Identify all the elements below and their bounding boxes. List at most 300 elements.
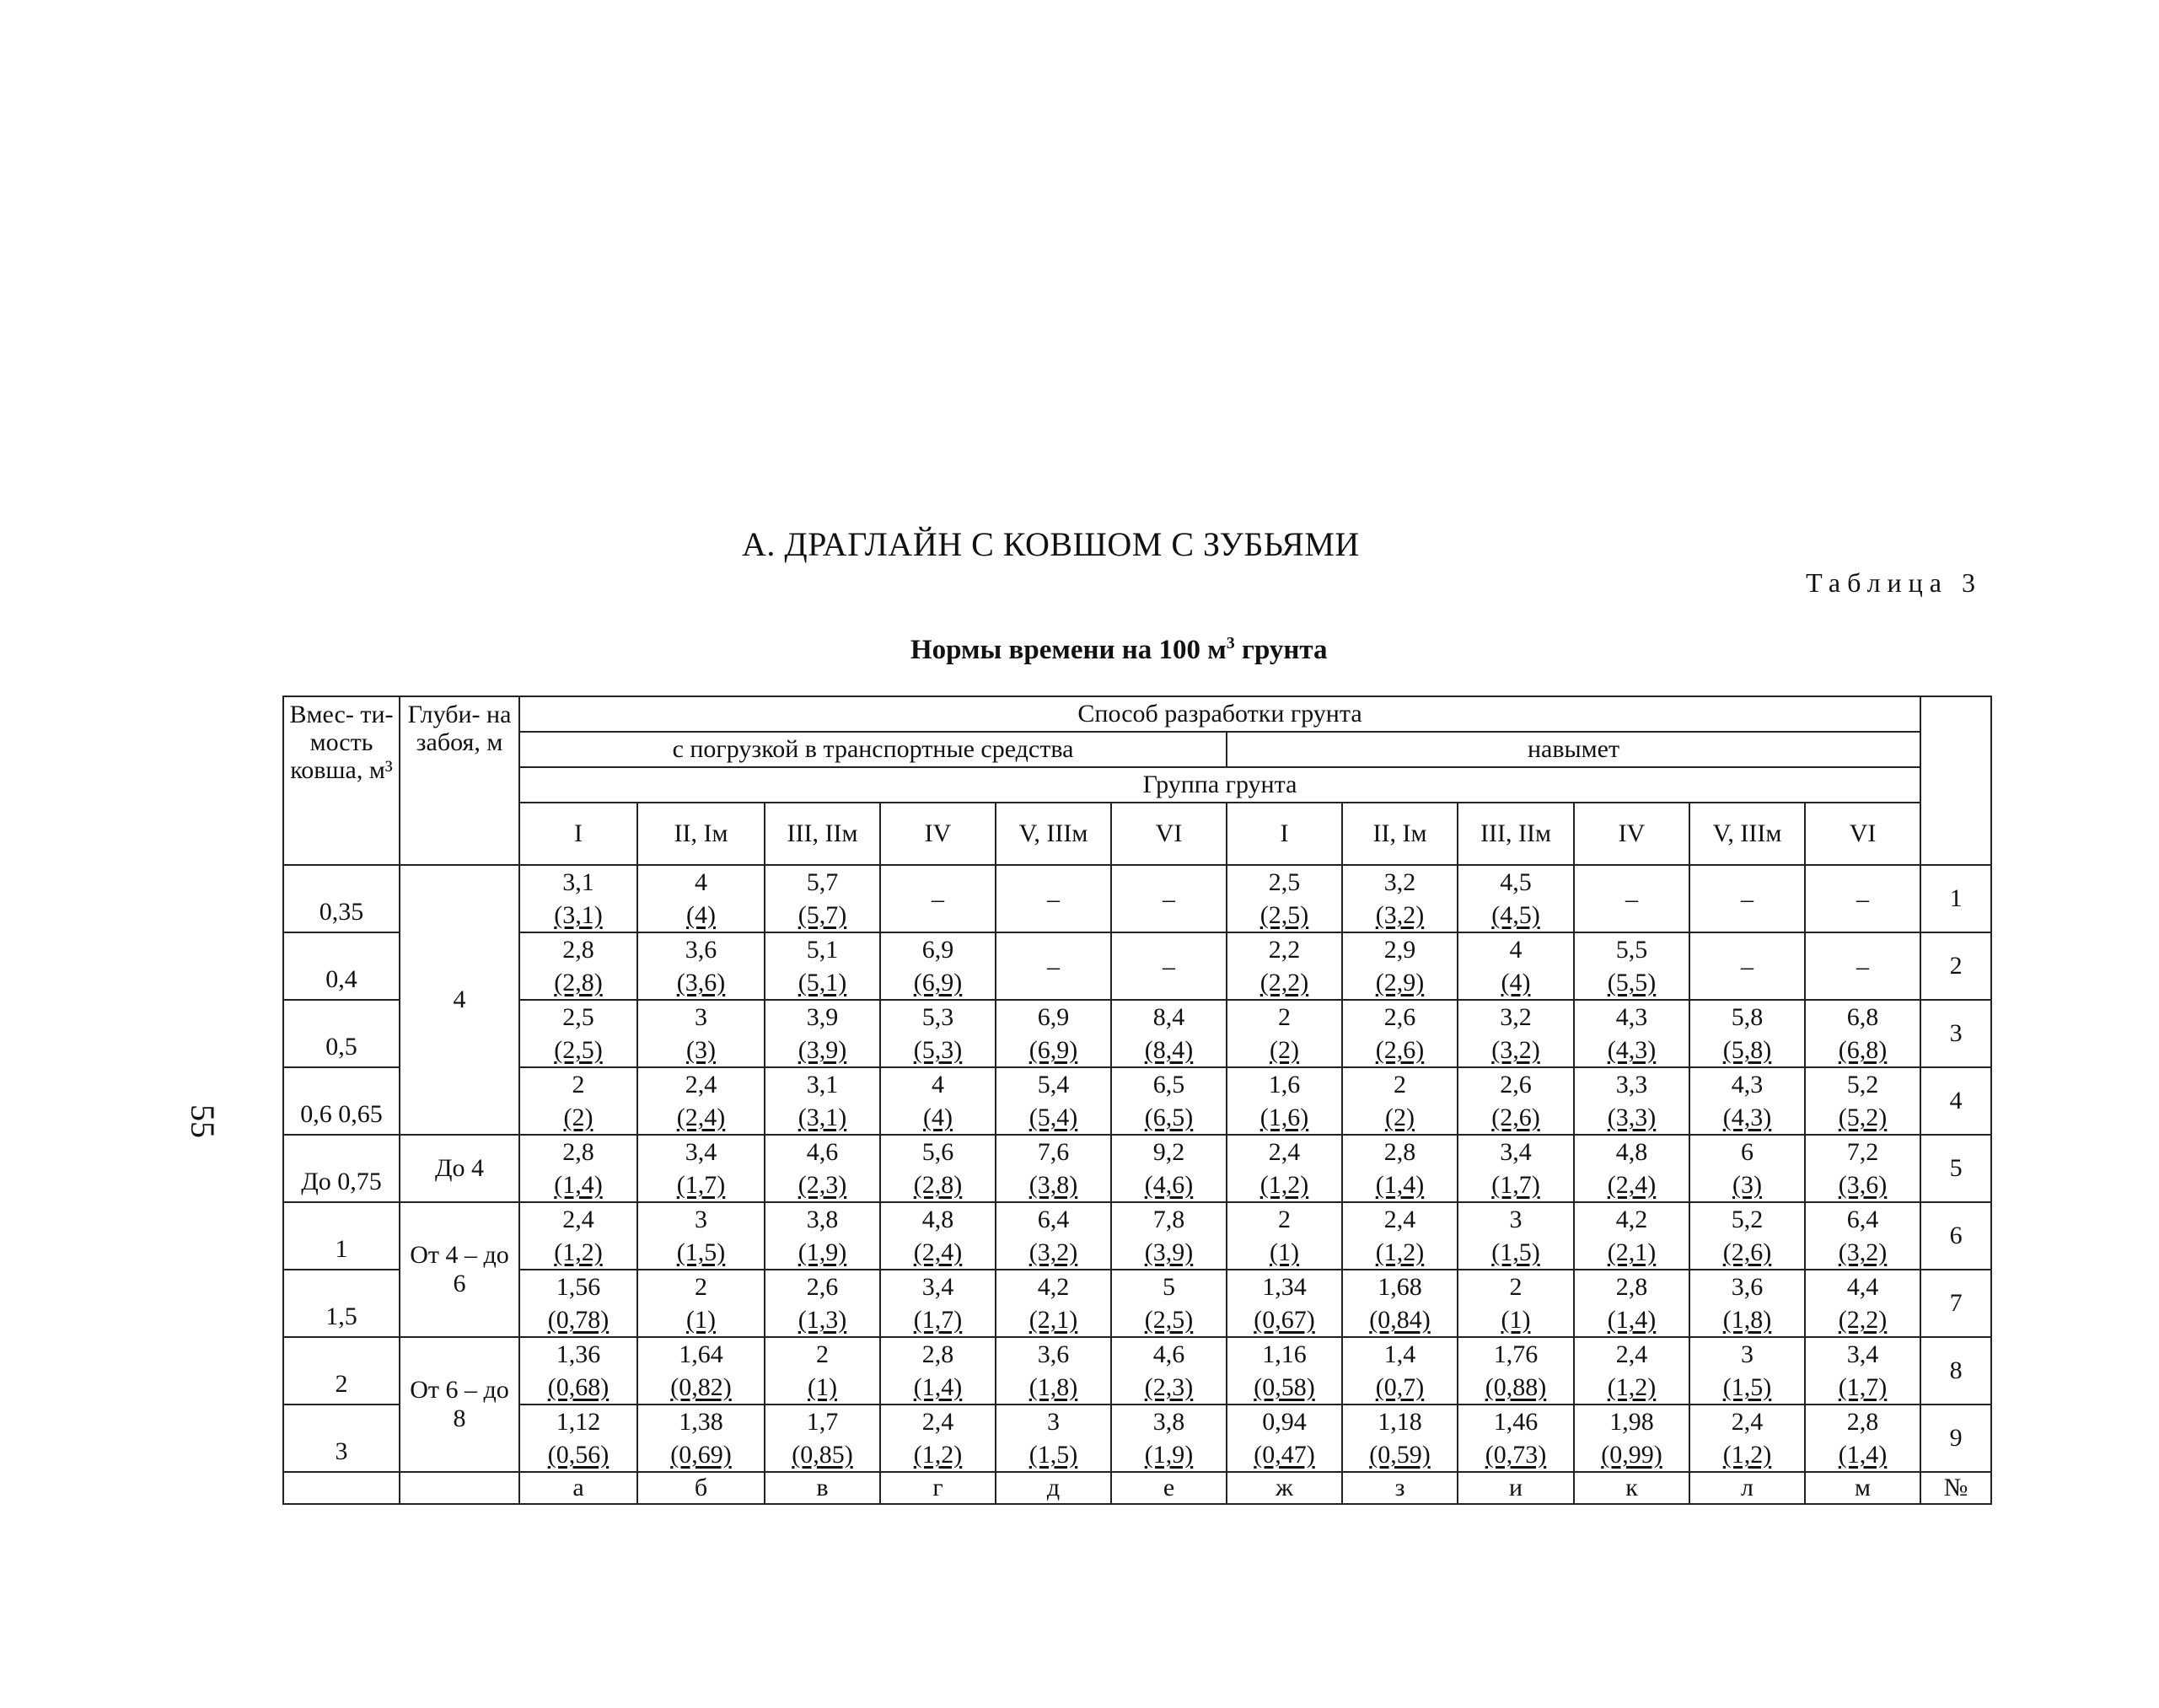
- norm-value-cell: [1574, 1067, 1689, 1135]
- norm-value-cell: [1689, 932, 1805, 1000]
- norm-value: 4,6: [1152, 1340, 1185, 1368]
- capacity-cell: 0,4: [283, 932, 400, 1000]
- norm-value-cell: [880, 1000, 996, 1067]
- norm-value-paren: (3,8): [1028, 1171, 1078, 1199]
- norm-value-cell: [1342, 1135, 1458, 1202]
- norm-value-cell: [1111, 1000, 1227, 1067]
- norm-value-paren: (2,4): [913, 1238, 963, 1266]
- norm-value-cell: [880, 1270, 996, 1337]
- norm-value-paren: (1,5): [1491, 1238, 1540, 1266]
- norm-value-cell: [1689, 865, 1805, 932]
- depth-cell: До 4: [400, 1135, 519, 1202]
- norm-value: 4,3: [1731, 1071, 1764, 1098]
- norm-value: 4: [695, 868, 707, 896]
- norm-value-cell: [1689, 1000, 1805, 1067]
- norm-value-paren: (6,9): [1028, 1036, 1078, 1064]
- depth-cell: От 4 – до 6: [400, 1202, 519, 1337]
- norm-value-paren: (1,8): [1028, 1373, 1078, 1401]
- norm-value: –: [1741, 952, 1754, 980]
- norm-value-paren: (1,9): [798, 1238, 847, 1266]
- norm-value-cell: [1805, 1202, 1920, 1270]
- norm-value: 1,16: [1262, 1340, 1307, 1368]
- norm-value-cell: [1227, 1337, 1342, 1405]
- blank-cell: [400, 1472, 519, 1504]
- norm-value-cell: [765, 1000, 880, 1067]
- norm-value-paren: (5,2): [1838, 1104, 1888, 1131]
- norm-value-paren: (2,5): [1259, 901, 1309, 929]
- norm-value: 2,4: [921, 1408, 954, 1436]
- norm-value-paren: (1): [1501, 1306, 1531, 1334]
- norm-value-paren: (0,99): [1601, 1441, 1662, 1469]
- caption-main: Нормы времени на 100 м: [910, 635, 1227, 665]
- header-cast: навымет: [1227, 732, 1920, 767]
- norm-value: 4: [1509, 936, 1523, 964]
- norm-value: 3,4: [1846, 1340, 1879, 1368]
- norm-value-cell: [765, 1270, 880, 1337]
- norm-value-cell: [1574, 865, 1689, 932]
- number-label-cell: №: [1920, 1472, 1991, 1504]
- header-loading: с погрузкой в транспортные средства: [519, 732, 1227, 767]
- norm-value: 4,2: [1615, 1206, 1648, 1233]
- norm-value-paren: (2,4): [1607, 1171, 1657, 1199]
- row-number-cell: 3: [1920, 1000, 1991, 1067]
- norm-value-cell: [880, 932, 996, 1000]
- norm-value: 4,8: [1615, 1138, 1648, 1166]
- norm-value-cell: [1689, 1270, 1805, 1337]
- norm-value: 1,36: [556, 1340, 601, 1368]
- norm-value-cell: [1458, 1000, 1574, 1067]
- row-number-cell: 6: [1920, 1202, 1991, 1270]
- norm-value-cell: [1574, 1405, 1689, 1472]
- norm-value: 2,8: [1615, 1273, 1648, 1301]
- norm-value-paren: (1,5): [1722, 1373, 1772, 1401]
- norm-value: 3,4: [685, 1138, 717, 1166]
- column-letter-cell: и: [1458, 1472, 1574, 1504]
- norm-value-paren: (0,67): [1254, 1306, 1315, 1334]
- norm-value-paren: (2,8): [913, 1171, 963, 1199]
- norm-value-paren: (3): [686, 1036, 716, 1064]
- norm-value: 1,68: [1378, 1273, 1422, 1301]
- norm-value-paren: (5,4): [1028, 1104, 1078, 1131]
- group-header-cell: VI: [1805, 803, 1920, 865]
- norm-value-cell: [1111, 932, 1227, 1000]
- table-label: Таблица 3: [1806, 567, 1982, 598]
- norm-value: 4: [932, 1071, 944, 1098]
- norm-value: 1,98: [1609, 1408, 1654, 1436]
- norm-value-paren: (1,3): [798, 1306, 847, 1334]
- norm-value: 5,3: [921, 1003, 954, 1031]
- blank-cell: [283, 1472, 400, 1504]
- table-row: [283, 1135, 1991, 1202]
- norm-value-cell: [880, 1405, 996, 1472]
- norm-value-paren: (4): [923, 1104, 953, 1131]
- header-rownum-blank: [1920, 696, 1991, 865]
- norm-value-paren: (1): [1270, 1238, 1299, 1266]
- norm-value: 8,4: [1152, 1003, 1185, 1031]
- norm-value-paren: (5,7): [798, 901, 847, 929]
- norm-value-cell: [1342, 1270, 1458, 1337]
- norm-value-cell: [1574, 1000, 1689, 1067]
- norm-value-paren: (2,5): [554, 1036, 603, 1064]
- group-header-cell: I: [519, 803, 637, 865]
- norm-value-cell: [1227, 1067, 1342, 1135]
- norm-value-cell: [1574, 932, 1689, 1000]
- norm-value: 3,6: [1037, 1340, 1070, 1368]
- header-group: Группа грунта: [519, 767, 1920, 803]
- norm-value-cell: [1111, 1135, 1227, 1202]
- norm-value-cell: [1805, 1337, 1920, 1405]
- norm-value: –: [1856, 884, 1870, 913]
- norm-value-paren: (1,2): [1259, 1171, 1309, 1199]
- norm-value-cell: [637, 1000, 765, 1067]
- column-letter-cell: е: [1111, 1472, 1227, 1504]
- norm-value: 2,4: [1731, 1408, 1764, 1436]
- norm-value: 3,8: [806, 1206, 839, 1233]
- norm-value-paren: (1,2): [913, 1441, 963, 1469]
- norm-value: 2: [1394, 1071, 1406, 1098]
- norm-value: 2,8: [562, 1138, 594, 1166]
- norm-value-cell: [1458, 1405, 1574, 1472]
- norm-value-paren: (2,4): [676, 1104, 726, 1131]
- norm-value: 3,4: [921, 1273, 954, 1301]
- norm-value-paren: (3,2): [1838, 1238, 1888, 1266]
- header-capacity: Вмес- ти- мость ковша, м³: [283, 696, 400, 865]
- norm-value-cell: [519, 1337, 637, 1405]
- norm-value-cell: [1574, 1337, 1689, 1405]
- header-method: Способ разработки грунта: [519, 696, 1920, 732]
- norm-value: 1,56: [556, 1273, 601, 1301]
- norm-value-cell: [1342, 1067, 1458, 1135]
- norm-value-cell: [1458, 932, 1574, 1000]
- row-number-cell: 7: [1920, 1270, 1991, 1337]
- norm-value-paren: (0,84): [1369, 1306, 1431, 1334]
- norm-value-cell: [1111, 1405, 1227, 1472]
- norm-value-cell: [1458, 865, 1574, 932]
- norm-value-cell: [519, 1067, 637, 1135]
- norm-value: 6,9: [1037, 1003, 1070, 1031]
- norm-value-paren: (1,2): [554, 1238, 603, 1266]
- norm-value: 2,9: [1383, 936, 1416, 964]
- norm-value: 3,6: [685, 936, 717, 964]
- norm-value-cell: [996, 1135, 1111, 1202]
- depth-cell: 4: [400, 865, 519, 1135]
- norm-value-cell: [1342, 1000, 1458, 1067]
- norm-value: 2,4: [562, 1206, 594, 1233]
- norm-value-cell: [1805, 1270, 1920, 1337]
- row-number-cell: 5: [1920, 1135, 1991, 1202]
- norm-value-cell: [880, 1337, 996, 1405]
- caption-tail: грунта: [1234, 635, 1328, 665]
- norm-value-cell: [880, 1202, 996, 1270]
- column-letter-cell: а: [519, 1472, 637, 1504]
- norm-value-paren: (0,69): [670, 1441, 732, 1469]
- norm-value-cell: [1342, 1337, 1458, 1405]
- norm-value: 1,7: [806, 1408, 839, 1436]
- norm-value-cell: [637, 1135, 765, 1202]
- norm-value: 1,6: [1268, 1071, 1301, 1098]
- norm-value: 2: [695, 1273, 707, 1301]
- norm-value-cell: [519, 1135, 637, 1202]
- norm-value-paren: (2): [563, 1104, 593, 1131]
- norm-value: 3: [695, 1206, 707, 1233]
- norm-value-paren: (3,9): [798, 1036, 847, 1064]
- norm-value: 5,4: [1037, 1071, 1070, 1098]
- norm-value-paren: (4,3): [1607, 1036, 1657, 1064]
- group-header-cell: IV: [880, 803, 996, 865]
- norm-value-cell: [519, 1202, 637, 1270]
- norm-value-cell: [637, 865, 765, 932]
- group-header-cell: VI: [1111, 803, 1227, 865]
- norm-value-paren: (5,1): [798, 969, 847, 996]
- norm-value: –: [1625, 884, 1638, 913]
- norm-value: 2,8: [562, 936, 594, 964]
- norm-value-cell: [1227, 1270, 1342, 1337]
- norm-value: 4,2: [1037, 1273, 1070, 1301]
- norm-value-cell: [1458, 1067, 1574, 1135]
- norm-value: 2,4: [1615, 1340, 1648, 1368]
- capacity-cell: 0,6 0,65: [283, 1067, 400, 1135]
- norm-value-cell: [996, 1202, 1111, 1270]
- norm-value-paren: (6,5): [1144, 1104, 1194, 1131]
- column-letter-row: [283, 1472, 1991, 1504]
- norm-value: 5: [1163, 1273, 1175, 1301]
- norm-value-cell: [1458, 1337, 1574, 1405]
- norm-value: 6,8: [1846, 1003, 1879, 1031]
- table-row: [283, 865, 1991, 932]
- norm-value-paren: (4): [686, 901, 716, 929]
- norm-value: 0,94: [1262, 1408, 1307, 1436]
- norm-value: 3,9: [806, 1003, 839, 1031]
- norm-value-paren: (5,8): [1722, 1036, 1772, 1064]
- norm-value-paren: (2,5): [1144, 1306, 1194, 1334]
- norm-value-paren: (0,68): [547, 1373, 610, 1401]
- norm-value: 2: [572, 1071, 585, 1098]
- norm-value-cell: [1689, 1405, 1805, 1472]
- group-header-cell: V, IIIм: [1689, 803, 1805, 865]
- norm-value: 3,2: [1383, 868, 1416, 896]
- norm-value-paren: (3,6): [1838, 1171, 1888, 1199]
- norm-value: 3: [1509, 1206, 1523, 1233]
- norm-value: 1,64: [679, 1340, 723, 1368]
- norm-value-paren: (0,56): [547, 1441, 610, 1469]
- norm-value-cell: [1689, 1135, 1805, 1202]
- norm-value: –: [1163, 884, 1175, 913]
- norm-value: 5,6: [921, 1138, 954, 1166]
- norm-value-cell: [1689, 1337, 1805, 1405]
- norm-value: 6: [1741, 1138, 1754, 1166]
- norm-value-paren: (2): [1270, 1036, 1299, 1064]
- norm-value: 3,1: [806, 1071, 839, 1098]
- norm-value-cell: [880, 1135, 996, 1202]
- group-header-cell: III, IIм: [765, 803, 880, 865]
- norm-value: 1,38: [679, 1408, 723, 1436]
- caption-superscript: 3: [1226, 634, 1235, 653]
- norm-value-cell: [765, 932, 880, 1000]
- norm-value: 2,5: [1268, 868, 1301, 896]
- norm-value: 5,5: [1615, 936, 1648, 964]
- norm-value: 2,8: [1846, 1408, 1879, 1436]
- norm-value-paren: (5,3): [913, 1036, 963, 1064]
- norm-value: –: [1163, 952, 1175, 980]
- norm-value: 4,4: [1846, 1273, 1879, 1301]
- norm-value: 1,76: [1493, 1340, 1539, 1368]
- norms-table: [282, 696, 1992, 1505]
- norm-value-cell: [1805, 1135, 1920, 1202]
- norm-value: 6,5: [1152, 1071, 1185, 1098]
- norm-value-cell: [1342, 865, 1458, 932]
- row-number-cell: 1: [1920, 865, 1991, 932]
- table-row: [283, 1000, 1991, 1067]
- norm-value-paren: (0,58): [1254, 1373, 1315, 1401]
- norm-value-paren: (0,88): [1485, 1373, 1547, 1401]
- norm-value-cell: [1342, 1202, 1458, 1270]
- norm-value-cell: [765, 865, 880, 932]
- norm-value-cell: [765, 1405, 880, 1472]
- norm-value-cell: [637, 1337, 765, 1405]
- norm-value-paren: (1,2): [1375, 1238, 1425, 1266]
- row-number-cell: 9: [1920, 1405, 1991, 1472]
- norm-value-paren: (2,1): [1607, 1238, 1657, 1266]
- norm-value-paren: (4,5): [1491, 901, 1540, 929]
- norm-value-cell: [996, 1270, 1111, 1337]
- norm-value-cell: [765, 1135, 880, 1202]
- norm-value-paren: (0,7): [1375, 1373, 1425, 1401]
- norm-value-paren: (3,2): [1028, 1238, 1078, 1266]
- table-caption: [910, 634, 1328, 666]
- norm-value-cell: [1805, 1000, 1920, 1067]
- norm-value-paren: (0,47): [1254, 1441, 1315, 1469]
- norm-value: 2: [816, 1340, 829, 1368]
- norm-value: 7,2: [1846, 1138, 1879, 1166]
- norm-value: 2,6: [1500, 1071, 1532, 1098]
- norm-value: –: [1741, 884, 1754, 913]
- norm-value: 3: [695, 1003, 707, 1031]
- capacity-cell: 1,5: [283, 1270, 400, 1337]
- norm-value-paren: (1,9): [1144, 1441, 1194, 1469]
- column-letter-cell: г: [880, 1472, 996, 1504]
- norm-value-cell: [519, 1000, 637, 1067]
- norm-value: 1,12: [556, 1408, 601, 1436]
- norm-value: 2,4: [1383, 1206, 1416, 1233]
- norm-value: 2,6: [1383, 1003, 1416, 1031]
- norm-value-cell: [996, 1067, 1111, 1135]
- norm-value-cell: [765, 1202, 880, 1270]
- norm-value-cell: [880, 1067, 996, 1135]
- group-header-cell: IV: [1574, 803, 1689, 865]
- norm-value-paren: (2,9): [1375, 969, 1425, 996]
- norm-value: –: [1047, 884, 1060, 913]
- norm-value: 9,2: [1152, 1138, 1185, 1166]
- norm-value-cell: [637, 1270, 765, 1337]
- norm-value-paren: (2,6): [1375, 1036, 1425, 1064]
- table-row: [283, 1067, 1991, 1135]
- norm-value-cell: [637, 1202, 765, 1270]
- norm-value-paren: (0,59): [1369, 1441, 1431, 1469]
- norm-value-cell: [1805, 1067, 1920, 1135]
- norm-value-cell: [519, 1405, 637, 1472]
- norm-value-paren: (3,2): [1491, 1036, 1540, 1064]
- norm-value-cell: [519, 1270, 637, 1337]
- norm-value-cell: [1111, 1067, 1227, 1135]
- norm-value-paren: (2,3): [1144, 1373, 1194, 1401]
- norm-value-cell: [1111, 1202, 1227, 1270]
- norm-value-paren: (1): [686, 1306, 716, 1334]
- column-letter-cell: в: [765, 1472, 880, 1504]
- norm-value-cell: [996, 865, 1111, 932]
- norm-value-cell: [1805, 932, 1920, 1000]
- norm-value: 2,6: [806, 1273, 839, 1301]
- norm-value-paren: (1,4): [1607, 1306, 1657, 1334]
- table-row: [283, 1202, 1991, 1270]
- norm-value: 2,5: [562, 1003, 594, 1031]
- norm-value: –: [1856, 952, 1870, 980]
- column-letter-cell: д: [996, 1472, 1111, 1504]
- norm-value-cell: [1227, 1135, 1342, 1202]
- norm-value-cell: [1227, 1202, 1342, 1270]
- norm-value-paren: (5,5): [1607, 969, 1657, 996]
- column-letter-cell: л: [1689, 1472, 1805, 1504]
- norm-value: 4,6: [806, 1138, 839, 1166]
- norm-value-paren: (3,9): [1144, 1238, 1194, 1266]
- norm-value-cell: [1342, 1405, 1458, 1472]
- norm-value-paren: (2,6): [1722, 1238, 1772, 1266]
- row-number-cell: 8: [1920, 1337, 1991, 1405]
- norm-value-cell: [765, 1067, 880, 1135]
- norm-value-paren: (1): [808, 1373, 837, 1401]
- norm-value: 3,3: [1615, 1071, 1648, 1098]
- norm-value-paren: (8,4): [1144, 1036, 1194, 1064]
- norm-value-paren: (3,3): [1607, 1104, 1657, 1131]
- norm-value: 3,8: [1152, 1408, 1185, 1436]
- norm-value-paren: (1,7): [1491, 1171, 1540, 1199]
- norm-value-cell: [1689, 1202, 1805, 1270]
- norm-value-paren: (1,2): [1722, 1441, 1772, 1469]
- column-letter-cell: к: [1574, 1472, 1689, 1504]
- norm-value-cell: [519, 865, 637, 932]
- norm-value: 7,6: [1037, 1138, 1070, 1166]
- norm-value-cell: [1342, 932, 1458, 1000]
- norm-value: 2: [1278, 1003, 1291, 1031]
- norm-value: 2,4: [1268, 1138, 1301, 1166]
- norm-value: 5,2: [1846, 1071, 1879, 1098]
- norm-value-paren: (0,78): [547, 1306, 610, 1334]
- section-title: А. ДРАГЛАЙН С КОВШОМ С ЗУБЬЯМИ: [742, 525, 1360, 563]
- norm-value-cell: [996, 1337, 1111, 1405]
- norm-value: 1,4: [1383, 1340, 1416, 1368]
- norm-value-cell: [1111, 1337, 1227, 1405]
- norm-value-paren: (1,5): [1028, 1441, 1078, 1469]
- norm-value: 3,4: [1500, 1138, 1532, 1166]
- norm-value-cell: [1111, 1270, 1227, 1337]
- norm-value: –: [932, 884, 944, 913]
- norm-value-paren: (3,1): [554, 901, 603, 929]
- page-number: 55: [184, 1104, 222, 1138]
- norm-value-paren: (2): [1385, 1104, 1415, 1131]
- norm-value-cell: [1458, 1202, 1574, 1270]
- norm-value-paren: (2,3): [798, 1171, 847, 1199]
- norm-value: 1,46: [1493, 1408, 1539, 1436]
- norm-value: 2: [1509, 1273, 1523, 1301]
- norm-value-paren: (1,4): [1838, 1441, 1888, 1469]
- capacity-cell: 3: [283, 1405, 400, 1472]
- capacity-cell: 0,35: [283, 865, 400, 932]
- norm-value: 2,8: [921, 1340, 954, 1368]
- norm-value-paren: (1,6): [1259, 1104, 1309, 1131]
- norm-value-cell: [996, 932, 1111, 1000]
- norm-value-paren: (1,5): [676, 1238, 726, 1266]
- norm-value-cell: [1574, 1270, 1689, 1337]
- norm-value-paren: (4,3): [1722, 1104, 1772, 1131]
